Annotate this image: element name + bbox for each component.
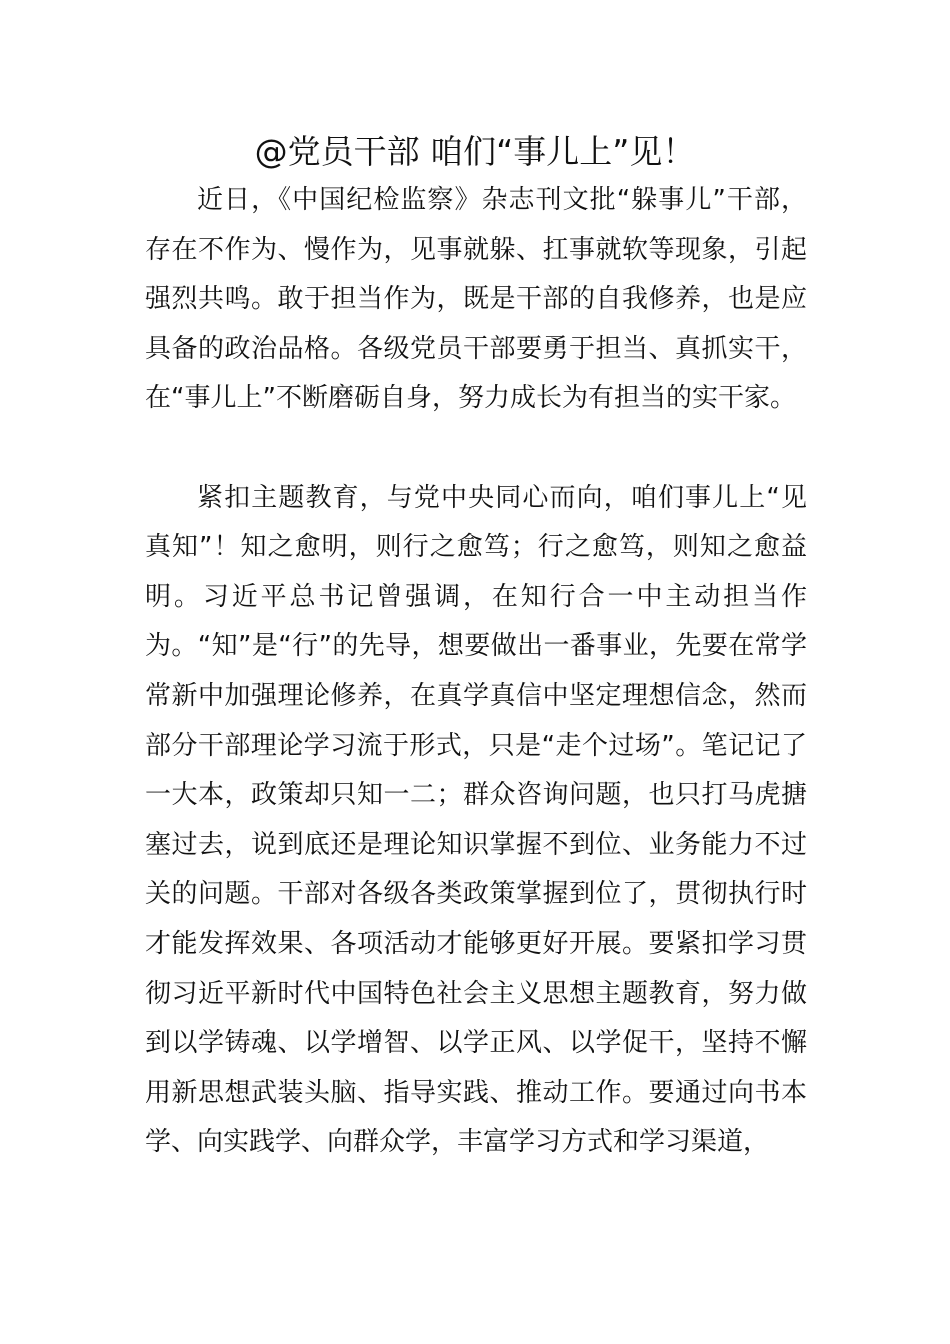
paragraph-1: 近日，《中国纪检监察》杂志刊文批“躲事儿”干部，存在不作为、慢作为，见事就躲、扛事就软等现象，引起强烈共鸣。敢于担当作为，既是干部的自我修养，也是应具备的政治品格。各级党员干部要勇于担当、真抓实干，在“事儿上”不断磨砺自身，努力成长为有担当的实干家。 <box>145 185 807 414</box>
document-title: @党员干部 咱们“事儿上”见！ <box>254 132 696 171</box>
paragraph-2: 紧扣主题教育，与党中央同心而向，咱们事儿上“见真知”！知之愈明，则行之愈笃；行之愈笃，则知之愈益明。习近平总书记曾强调，在知行合一中主动担当作为。“知”是“行”的先导，想要做出一番事业，先要在常学常新中加强理论修养，在真学真信中坚定理想信念，然而部分干部理论学习流于形式，只是“走个过场”。笔记记了一大本，政策却只知一二；群众咨询问题，也只打马虎搪塞过去，说到底还是理论知识掌握不到位、业务能力不过关的问题。干部对各级各类政策掌握到位了，贯彻执行时才能发挥效果、各项活动才能够更好开展。要紧扣学习贯彻习近平新时代中国特色社会主义思想主题教育，努力做到以学铸魂、以学增智、以学正风、以学促干，坚持不懈用新思想武装头脑、指导实践、推动工作。要通过向书本学、向实践学、向群众学，丰富学习方式和学习渠道， <box>145 482 807 1158</box>
document-body <box>145 176 807 1168</box>
